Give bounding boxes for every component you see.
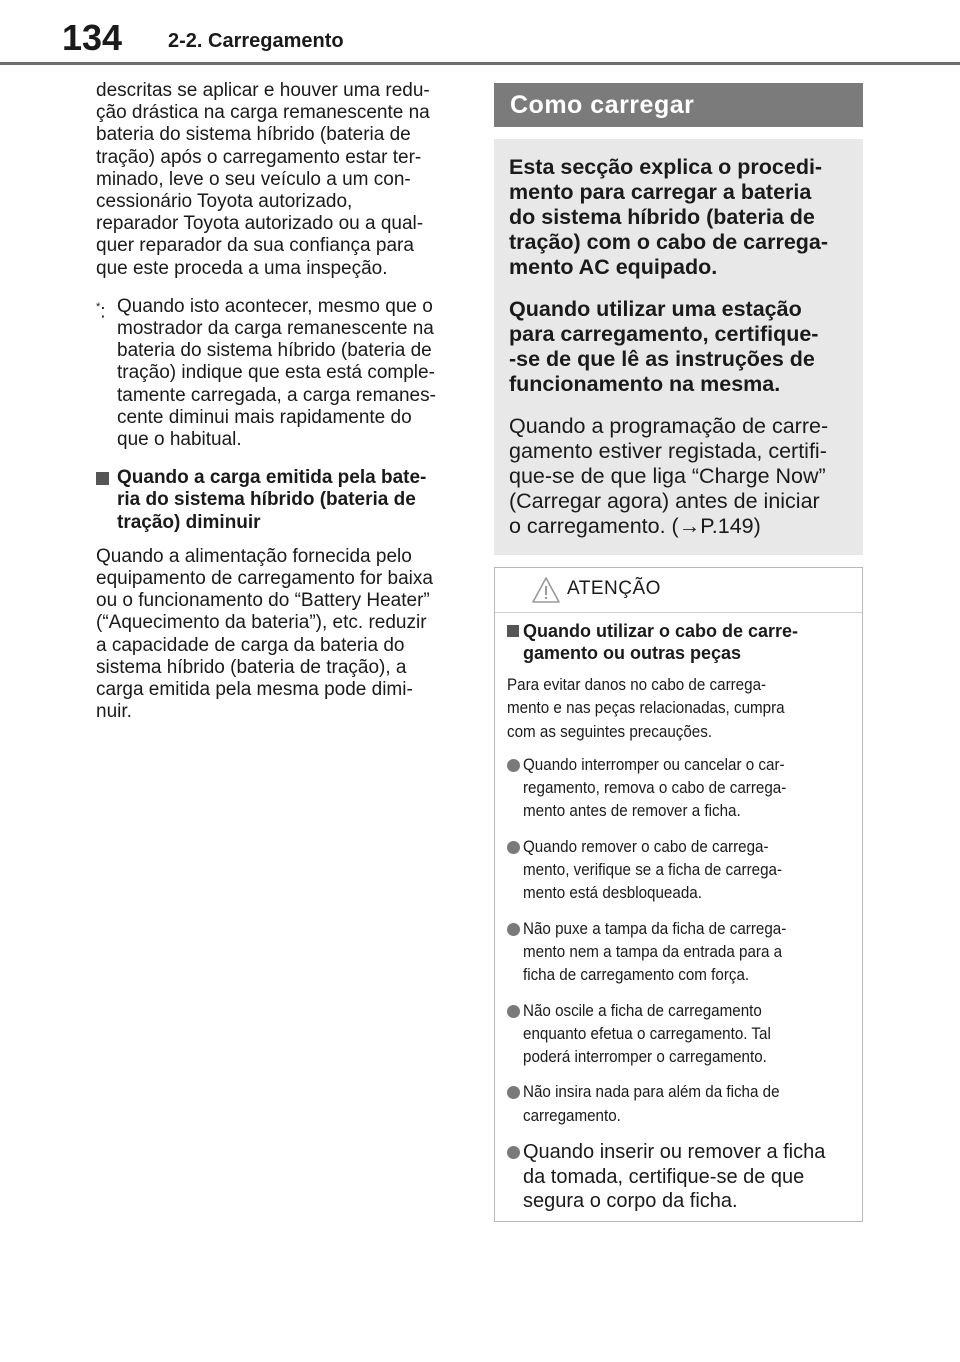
text-line: descritas se aplicar e houver uma redu- xyxy=(96,80,430,101)
text-line: Quando remover o cabo de carrega- xyxy=(523,837,769,856)
text-line: do sistema híbrido (bateria de xyxy=(509,205,815,229)
text-line: ficha de carregamento com força. xyxy=(523,966,750,985)
text-line: Para evitar danos no cabo de carrega- xyxy=(507,676,767,694)
text-line: mento AC equipado. xyxy=(509,255,718,279)
text-line: mento está desbloqueada. xyxy=(523,884,702,903)
text-line: (“Aquecimento da bateria”), etc. reduzir xyxy=(96,612,427,634)
text-line: Não oscile a ficha de carregamento xyxy=(523,1001,762,1020)
intro-box xyxy=(494,139,863,555)
text-line: da tomada, certifique-se de que xyxy=(523,1165,805,1188)
text-line: gamento estiver registada, certifi- xyxy=(509,439,827,463)
text-line: Esta secção explica o procedi- xyxy=(509,155,823,179)
warning-bullet xyxy=(507,754,854,824)
text-line: que-se de que liga “Charge Now” xyxy=(509,464,826,488)
text-line: cessionário Toyota autorizado, xyxy=(96,191,353,213)
text-line: mento nem a tampa da entrada para a xyxy=(523,942,783,961)
text-line: ção drástica na carga remanescente na xyxy=(96,102,430,124)
text-line: nuir. xyxy=(96,701,132,723)
right-column xyxy=(494,83,863,1222)
text-line: mento, verifique se a ficha de carrega- xyxy=(523,861,783,880)
text-line: quer reparador da sua confiança para xyxy=(96,235,414,257)
text-line: bateria do sistema híbrido (bateria de xyxy=(117,340,432,362)
text-line: que este proceda a uma inspeção. xyxy=(96,257,388,279)
text-line: Não insira nada para além da ficha de xyxy=(523,1083,780,1102)
text-line: bateria do sistema híbrido (bateria de xyxy=(96,124,411,146)
round-bullet-icon xyxy=(507,923,520,936)
text-line: enquanto efetua o carregamento. Tal xyxy=(523,1024,771,1043)
text-line: tamente carregada, a carga remanes- xyxy=(117,384,436,406)
left-column xyxy=(96,80,468,723)
page-header xyxy=(0,0,960,70)
text-line: para carregamento, certifique- xyxy=(509,322,819,346)
text-line: equipamento de carregamento for baixa xyxy=(96,568,433,590)
warning-header xyxy=(495,568,862,613)
text-line: sistema híbrido (bateria de tração), a xyxy=(96,656,407,678)
footnote-asterisk: * xyxy=(96,300,101,313)
intro-paragraph-2 xyxy=(509,297,853,397)
text-line: funcionamento na mesma. xyxy=(509,372,781,396)
round-bullet-icon xyxy=(507,1005,520,1018)
text-line: minado, leve o seu veículo a um con- xyxy=(96,168,411,190)
text-line: poderá interromper o carregamento. xyxy=(523,1048,767,1067)
intro-paragraph-3 xyxy=(509,414,853,539)
subheading-charge-decrease xyxy=(96,467,468,534)
text-line: Quando inserir ou remover a ficha xyxy=(523,1141,826,1164)
text-line: Quando isto acontecer, mesmo que o xyxy=(117,295,433,317)
text-line: Quando a programação de carre- xyxy=(509,414,829,438)
warning-bullet xyxy=(507,836,854,906)
text-line: tração) com o cabo de carrega- xyxy=(509,230,829,254)
text-line: reparador Toyota autorizado ou a qual- xyxy=(96,213,424,235)
section-title: 2-2. Carregamento xyxy=(168,30,344,52)
header-rule xyxy=(0,62,960,65)
warning-subheading xyxy=(507,621,854,664)
warning-bullet xyxy=(507,918,854,988)
warning-title: ATENÇÃO xyxy=(567,578,661,599)
warning-bullet xyxy=(507,1000,854,1070)
text-line: tração) indique que esta está comple- xyxy=(117,362,435,384)
text-line: (Carregar agora) antes de iniciar xyxy=(509,489,820,513)
text-line: Quando a carga emitida pela bate- xyxy=(117,467,427,489)
text-line: tração) após o carregamento estar ter- xyxy=(96,146,422,168)
text-line: Quando a alimentação fornecida pelo xyxy=(96,545,412,567)
text-line: gamento ou outras peças xyxy=(523,642,742,663)
intro-paragraph-1 xyxy=(509,155,853,280)
text-line: que o habitual. xyxy=(117,429,242,451)
footnote-colon: : xyxy=(100,301,106,323)
text-line: cente diminui mais rapidamente do xyxy=(117,406,412,428)
text-line: tração) diminuir xyxy=(117,511,261,533)
text-line: mento antes de remover a ficha. xyxy=(523,802,741,821)
text-line: segura o corpo da ficha. xyxy=(523,1190,738,1213)
footnote xyxy=(96,296,468,451)
text-line: mostrador da carga remanescente na xyxy=(117,318,434,340)
warning-box xyxy=(494,567,863,1222)
text-line: mento para carregar a bateria xyxy=(509,180,812,204)
warning-triangle-icon xyxy=(531,576,561,604)
paragraph-intro xyxy=(96,80,468,280)
text-line: Quando utilizar o cabo de carre- xyxy=(523,621,799,641)
section-banner: Como carregar xyxy=(494,83,863,127)
warning-bullet-last xyxy=(507,1140,854,1214)
warning-paragraph xyxy=(507,674,854,744)
text-line: Não puxe a tampa da ficha de carrega- xyxy=(523,919,787,938)
square-bullet-icon xyxy=(507,625,519,637)
text-line: regamento, remova o cabo de carrega- xyxy=(523,779,787,798)
round-bullet-icon xyxy=(507,1146,520,1159)
text-line: o carregamento. (→P.149) xyxy=(509,514,761,538)
text-line: -se de que lê as instruções de xyxy=(509,347,815,371)
text-line: ou o funcionamento do “Battery Heater” xyxy=(96,590,430,612)
text-line: ria do sistema híbrido (bateria de xyxy=(117,489,416,511)
footnote-marker xyxy=(96,296,106,324)
paragraph-charge-decrease xyxy=(96,546,468,724)
text-line: a capacidade de carga da bateria do xyxy=(96,634,405,656)
square-bullet-icon xyxy=(96,472,109,485)
text-line: Quando utilizar uma estação xyxy=(509,297,802,321)
text-line: carregamento. xyxy=(523,1106,621,1125)
text-line: carga emitida pela mesma pode dimi- xyxy=(96,679,413,701)
text-line: mento e nas peças relacionadas, cumpra xyxy=(507,699,785,718)
round-bullet-icon xyxy=(507,841,520,854)
round-bullet-icon xyxy=(507,759,520,772)
text-line: com as seguintes precauções. xyxy=(507,722,713,741)
text-line: Quando interromper ou cancelar o car- xyxy=(523,755,785,774)
page-number: 134 xyxy=(62,17,123,58)
warning-bullet xyxy=(507,1081,854,1128)
